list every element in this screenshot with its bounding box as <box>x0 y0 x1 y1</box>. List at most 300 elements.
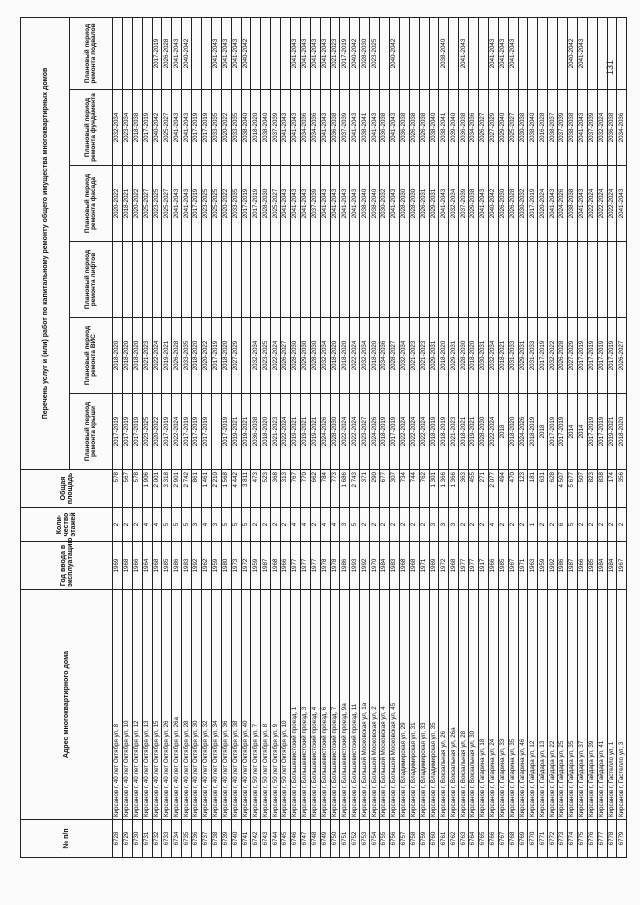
row-year: 1968 <box>449 542 459 590</box>
row-number: 6761 <box>439 820 449 858</box>
row-basement <box>478 17 488 89</box>
row-facade: 2041-2043 <box>548 166 558 242</box>
row-roof: 2018 <box>498 394 508 470</box>
table-row <box>291 17 301 857</box>
row-number: 6748 <box>310 820 320 858</box>
row-number: 6751 <box>340 820 350 858</box>
row-basement <box>617 17 627 89</box>
row-floors: 4 <box>488 508 498 542</box>
row-floors: 3 <box>211 508 221 542</box>
header-address: Адрес многоквартирного дома <box>21 590 113 820</box>
row-foundation: 2037-2039 <box>558 90 568 166</box>
row-foundation: 2036-2038 <box>459 90 469 166</box>
row-basement: 2041-2043 <box>291 17 301 89</box>
row-vis: 2032-2022 <box>548 318 558 394</box>
row-address: Кирсанов г, Гайдара ул, 25 <box>558 590 568 820</box>
row-address: Кирсанов г, Вокзальная ул, 26 <box>439 590 449 820</box>
row-number: 6758 <box>409 820 419 858</box>
row-lifts <box>271 242 281 318</box>
row-number: 6747 <box>300 820 310 858</box>
row-basement: 2023-2025 <box>370 17 380 89</box>
row-address: Кирсанов г, Вокзальная ул, 30 <box>469 590 479 820</box>
row-basement <box>469 17 479 89</box>
row-area: 2 901 <box>172 470 182 508</box>
row-foundation: 2038-2040 <box>261 90 271 166</box>
row-number: 6734 <box>172 820 182 858</box>
row-year: 1978 <box>320 542 330 590</box>
row-foundation: 2020-2022 <box>221 90 231 166</box>
row-vis: 2028-2030 <box>310 318 320 394</box>
row-area: 784 <box>320 470 330 508</box>
row-vis: 2018-2020 <box>192 318 202 394</box>
row-foundation: 2038-2037 <box>548 90 558 166</box>
row-floors: 2 <box>538 508 548 542</box>
row-roof: 2022-2024 <box>409 394 419 470</box>
row-vis: 2026-2028 <box>172 318 182 394</box>
row-year: 1959 <box>211 542 221 590</box>
row-facade: 2017-2019 <box>528 166 538 242</box>
table-row <box>508 17 518 857</box>
row-area: 181 <box>528 470 538 508</box>
row-address: Кирсанов г, Большой Московская ул, 45 <box>389 590 399 820</box>
table-row <box>261 17 271 857</box>
row-area: 470 <box>508 470 518 508</box>
row-address: Кирсанов г, Владимирская ул, 29 <box>399 590 409 820</box>
row-vis: 2018-2020 <box>330 318 340 394</box>
row-lifts <box>587 242 597 318</box>
row-lifts <box>360 242 370 318</box>
row-number: 6773 <box>558 820 568 858</box>
row-roof: 2021-2023 <box>449 394 459 470</box>
table-row <box>439 17 449 857</box>
row-roof: 2018-2021 <box>459 394 469 470</box>
row-roof: 2022-2024 <box>281 394 291 470</box>
row-number: 6744 <box>271 820 281 858</box>
row-floors: 5 <box>162 508 172 542</box>
row-roof: 2019-2021 <box>291 394 301 470</box>
row-basement <box>607 17 617 89</box>
row-lifts <box>162 242 172 318</box>
row-roof: 2019-2021 <box>607 394 617 470</box>
row-floors: 2 <box>459 508 469 542</box>
row-lifts <box>320 242 330 318</box>
row-floors: 2 <box>548 508 558 542</box>
row-area: 290 <box>370 470 380 508</box>
row-year: 1962 <box>202 542 212 590</box>
row-address: Кирсанов г, Гайдара ул, 35 <box>567 590 577 820</box>
row-roof: 2018-2019 <box>528 394 538 470</box>
row-roof: 2017-2019 <box>221 394 231 470</box>
row-foundation: 2017-2019 <box>142 90 152 166</box>
row-area: 1 366 <box>439 470 449 508</box>
row-address: Кирсанов г, 40 лет Октября ул, 28 <box>182 590 192 820</box>
row-area: 1 906 <box>142 470 152 508</box>
row-vis: 2028-2027 <box>389 318 399 394</box>
table-row <box>162 17 172 857</box>
row-number: 6753 <box>360 820 370 858</box>
row-floors: 5 <box>241 508 251 542</box>
table-row <box>449 17 459 857</box>
row-vis: 2018-2020 <box>439 318 449 394</box>
row-address: Кирсанов г, 50 лет Октября ул, 8 <box>261 590 271 820</box>
row-year: 1964 <box>142 542 152 590</box>
row-area: 523 <box>261 470 271 508</box>
row-foundation: 2039-2040 <box>449 90 459 166</box>
row-number: 6771 <box>538 820 548 858</box>
row-foundation: 2041-2043 <box>291 90 301 166</box>
row-year: 1992 <box>360 542 370 590</box>
row-roof: 2017-2019 <box>192 394 202 470</box>
row-basement: 2041-2043 <box>498 17 508 89</box>
capital-repair-table <box>20 17 627 858</box>
row-basement: 2041-2043 <box>231 17 241 89</box>
row-year: 1968 <box>152 542 162 590</box>
row-lifts <box>192 242 202 318</box>
row-foundation: 2038-2040 <box>241 90 251 166</box>
row-lifts <box>122 242 132 318</box>
table-row <box>132 17 142 857</box>
row-floors: 4 <box>142 508 152 542</box>
row-basement <box>271 17 281 89</box>
row-basement: 2041-2043 <box>300 17 310 89</box>
row-facade: 2028-2030 <box>399 166 409 242</box>
row-roof: 2019-2021 <box>241 394 251 470</box>
row-basement: 2017-2019 <box>152 17 162 89</box>
row-vis: 2027-2029 <box>231 318 241 394</box>
row-foundation: 2041-2043 <box>350 90 360 166</box>
row-vis: 2026-2028 <box>558 318 568 394</box>
row-lifts <box>142 242 152 318</box>
row-address: Кирсанов г, Владимирская ул, 31 <box>409 590 419 820</box>
row-address: Кирсанов г, 40 лет Октября ул, 30 <box>192 590 202 820</box>
row-roof: 2017-2019 <box>597 394 607 470</box>
row-year: 1980 <box>221 542 231 590</box>
row-basement: 2028-2030 <box>360 17 370 89</box>
row-lifts <box>310 242 320 318</box>
row-facade: 2038-2040 <box>360 166 370 242</box>
row-facade: 2022-2024 <box>587 166 597 242</box>
row-floors: 3 <box>429 508 439 542</box>
row-basement: 2017-2019 <box>340 17 350 89</box>
row-roof: 2028-2030 <box>330 394 340 470</box>
row-facade: 2025-2027 <box>162 166 172 242</box>
row-area: 677 <box>380 470 390 508</box>
row-number: 6737 <box>202 820 212 858</box>
row-vis: 2028-2030 <box>459 318 469 394</box>
row-vis: 2018-2020 <box>221 318 231 394</box>
row-lifts <box>202 242 212 318</box>
row-number: 6752 <box>350 820 360 858</box>
row-foundation: 2041-2043 <box>281 90 291 166</box>
row-lifts <box>281 242 291 318</box>
row-facade: 2029-2038 <box>469 166 479 242</box>
row-area: 371 <box>360 470 370 508</box>
row-year: 1985 <box>587 542 597 590</box>
row-area: 773 <box>330 470 340 508</box>
row-year: 1971 <box>419 542 429 590</box>
row-roof: 2017-2019 <box>162 394 172 470</box>
row-vis: 2018-2020 <box>340 318 350 394</box>
row-floors: 1 <box>528 508 538 542</box>
row-lifts <box>577 242 587 318</box>
row-basement: 2041-2043 <box>459 17 469 89</box>
row-address: Кирсанов г, Гагарина ул, 33 <box>498 590 508 820</box>
row-floors: 3 <box>340 508 350 542</box>
row-facade: 2030-2032 <box>518 166 528 242</box>
row-year: 1968 <box>271 542 281 590</box>
row-basement <box>597 17 607 89</box>
row-area: 734 <box>399 470 409 508</box>
table-row <box>567 17 577 857</box>
row-number: 6765 <box>478 820 488 858</box>
row-area: 767 <box>291 470 301 508</box>
row-roof: 2021-2023 <box>271 394 281 470</box>
row-lifts <box>518 242 528 318</box>
row-foundation: 2034-2036 <box>617 90 627 166</box>
row-floors: 2 <box>271 508 281 542</box>
rotated-table-content <box>20 18 625 858</box>
row-address: Кирсанов г, Гагарина ул, 18 <box>478 590 488 820</box>
row-vis: 2029-2031 <box>429 318 439 394</box>
row-address: Кирсанов г, 50 лет Октября ул, 9 <box>271 590 281 820</box>
row-area: 356 <box>617 470 627 508</box>
table-row <box>350 17 360 857</box>
table-row <box>251 17 261 857</box>
row-floors: 3 <box>449 508 459 542</box>
row-floors: 2 <box>577 508 587 542</box>
row-foundation: 2037-2039 <box>587 90 597 166</box>
row-area: 762 <box>419 470 429 508</box>
row-number: 6762 <box>449 820 459 858</box>
row-number: 6730 <box>132 820 142 858</box>
row-area: 838 <box>597 470 607 508</box>
row-address: Кирсанов г, Гайдара ул, 41 <box>597 590 607 820</box>
row-basement: 2041-2043 <box>577 17 587 89</box>
row-lifts <box>350 242 360 318</box>
row-facade: 2020-2022 <box>221 166 231 242</box>
row-area: 507 <box>577 470 587 508</box>
row-vis: 2018-2020 <box>132 318 142 394</box>
row-facade: 2025-2027 <box>142 166 152 242</box>
row-facade: 2041-2043 <box>340 166 350 242</box>
row-roof: 2018-2019 <box>380 394 390 470</box>
row-address: Кирсанов г, Гагарина ул, 24 <box>488 590 498 820</box>
row-vis: 2032-2034 <box>399 318 409 394</box>
row-floors: 2 <box>498 508 508 542</box>
table-row <box>597 17 607 857</box>
row-vis: 2017-2019 <box>597 318 607 394</box>
row-foundation: 2034-2036 <box>469 90 479 166</box>
row-roof: 2022-2024 <box>350 394 360 470</box>
row-basement <box>251 17 261 89</box>
row-basement <box>548 17 558 89</box>
row-address: Кирсанов г, Большой Московская ул, 4 <box>380 590 390 820</box>
row-year: 1969 <box>113 542 123 590</box>
row-facade: 2028-2030 <box>261 166 271 242</box>
row-year: 1984 <box>607 542 617 590</box>
row-number: 6728 <box>113 820 123 858</box>
row-foundation: 2041-2043 <box>182 90 192 166</box>
row-vis: 2031-2033 <box>528 318 538 394</box>
row-number: 6749 <box>320 820 330 858</box>
row-facade: 2041-2043 <box>182 166 192 242</box>
row-year: 1987 <box>261 542 271 590</box>
row-roof: 2023-2027 <box>360 394 370 470</box>
row-floors: 5 <box>172 508 182 542</box>
row-facade: 2017-2019 <box>241 166 251 242</box>
row-foundation: 2032-2024 <box>597 90 607 166</box>
row-address: Кирсанов г, Большевистский проезд, 11 <box>350 590 360 820</box>
table-row <box>122 17 132 857</box>
row-year: 1992 <box>192 542 202 590</box>
row-address: Кирсанов г, Гайдара ул, 12 <box>528 590 538 820</box>
row-area: 567 <box>122 470 132 508</box>
table-row <box>380 17 390 857</box>
row-facade: 2017-2019 <box>251 166 261 242</box>
row-address: Кирсанов г, Владимирская ул, 35 <box>429 590 439 820</box>
row-roof: 2022-2024 <box>340 394 350 470</box>
row-basement: 2040-2042 <box>389 17 399 89</box>
row-year: 1973 <box>231 542 241 590</box>
row-roof: 2017-2019 <box>132 394 142 470</box>
row-year: 1983 <box>389 542 399 590</box>
row-facade: 2028-2030 <box>409 166 419 242</box>
row-foundation: 2041-2043 <box>370 90 380 166</box>
table-row <box>192 17 202 857</box>
row-roof: 2022-2024 <box>172 394 182 470</box>
row-number: 6735 <box>182 820 192 858</box>
table-row <box>429 17 439 857</box>
row-vis: 2018-2021 <box>498 318 508 394</box>
row-year: 1984 <box>597 542 607 590</box>
row-lifts <box>182 242 192 318</box>
table-row <box>607 17 617 857</box>
row-area: 744 <box>409 470 419 508</box>
row-lifts <box>113 242 123 318</box>
row-lifts <box>429 242 439 318</box>
row-roof: 2018-2020 <box>617 394 627 470</box>
row-roof: 2024-2026 <box>518 394 528 470</box>
row-facade: 2037-2039 <box>310 166 320 242</box>
row-facade: 2029-2031 <box>429 166 439 242</box>
row-floors: 2 <box>370 508 380 542</box>
row-basement <box>587 17 597 89</box>
row-address: Кирсанов г, Гастелло ул, 3 <box>617 590 627 820</box>
row-foundation: 2023-2034 <box>122 90 132 166</box>
row-year: 1977 <box>459 542 469 590</box>
row-year: 1986 <box>558 542 568 590</box>
row-address: Кирсанов г, 40 лет Октября ул, 36 <box>221 590 231 820</box>
row-vis: 2018-2020 <box>113 318 123 394</box>
row-area: 368 <box>271 470 281 508</box>
row-number: 6756 <box>389 820 399 858</box>
row-roof: 2019-2021 <box>469 394 479 470</box>
row-lifts <box>607 242 617 318</box>
row-area: 2 001 <box>152 470 162 508</box>
row-facade: 2022-2024 <box>607 166 617 242</box>
row-foundation: 2029-2040 <box>498 90 508 166</box>
row-foundation: 2036-2038 <box>607 90 617 166</box>
row-floors: 4 <box>300 508 310 542</box>
row-lifts <box>221 242 231 318</box>
row-facade: 2041-2043 <box>281 166 291 242</box>
row-lifts <box>291 242 301 318</box>
row-area: 1 366 <box>449 470 459 508</box>
row-year: 1972 <box>439 542 449 590</box>
row-year: 1967 <box>617 542 627 590</box>
row-facade: 2020-2022 <box>113 166 123 242</box>
row-lifts <box>399 242 409 318</box>
row-foundation: 2016-2028 <box>538 90 548 166</box>
row-address: Кирсанов г, 40 лет Октября ул, 13 <box>142 590 152 820</box>
row-roof: 2017-2019 <box>548 394 558 470</box>
row-address: Кирсанов г, Большой Московская ул, 1а <box>360 590 370 820</box>
row-facade: 2023-2025 <box>152 166 162 242</box>
row-basement <box>261 17 271 89</box>
row-roof: 2017-2019 <box>587 394 597 470</box>
row-floors: 2 <box>399 508 409 542</box>
row-floors: 2 <box>281 508 291 542</box>
row-floors: 4 <box>330 508 340 542</box>
row-vis: 2021-2023 <box>419 318 429 394</box>
row-floors: 6 <box>558 508 568 542</box>
table-row <box>152 17 162 857</box>
row-basement <box>409 17 419 89</box>
row-lifts <box>528 242 538 318</box>
row-address: Кирсанов г, Владимирская ул, 33 <box>419 590 429 820</box>
row-address: Кирсанов г, Гайдара ул, 37 <box>577 590 587 820</box>
row-roof: 2022-2024 <box>419 394 429 470</box>
row-floors: 5 <box>231 508 241 542</box>
table-row <box>211 17 221 857</box>
row-area: 631 <box>538 470 548 508</box>
header-foundation: Плановый период ремонта фундамента <box>70 90 113 166</box>
row-area: 4 442 <box>231 470 241 508</box>
row-area: 823 <box>587 470 597 508</box>
row-number: 6769 <box>518 820 528 858</box>
row-address: Кирсанов г, Гагарина ул, 35 <box>508 590 518 820</box>
row-area: 313 <box>281 470 291 508</box>
row-basement <box>380 17 390 89</box>
row-address: Кирсанов г, Гагарина ул, 46 <box>518 590 528 820</box>
row-roof: 2018-2019 <box>429 394 439 470</box>
row-year: 1993 <box>350 542 360 590</box>
table-row <box>182 17 192 857</box>
row-vis: 2021-2023 <box>142 318 152 394</box>
row-address: Кирсанов г, Большой Московская ул, 2 <box>370 590 380 820</box>
row-foundation: 2038-2041 <box>360 90 370 166</box>
table-row <box>469 17 479 857</box>
row-floors: 4 <box>320 508 330 542</box>
row-area: 363 <box>459 470 469 508</box>
row-basement <box>538 17 548 89</box>
row-vis: 2021-2023 <box>409 318 419 394</box>
row-year: 1969 <box>429 542 439 590</box>
row-vis: 2017-2019 <box>577 318 587 394</box>
row-basement: 2041-2043 <box>488 17 498 89</box>
row-number: 6774 <box>567 820 577 858</box>
row-roof: 2017-2019 <box>558 394 568 470</box>
row-address: Кирсанов г, 40 лет Октября ул, 34 <box>211 590 221 820</box>
row-basement: 2040-2042 <box>567 17 577 89</box>
row-facade: 2026-2030 <box>498 166 508 242</box>
row-vis: 2019-2021 <box>162 318 172 394</box>
header-year: Год ввода в эксплуатацию <box>21 542 113 590</box>
row-roof: 2018 <box>538 394 548 470</box>
header-works-group: Перечень услуг и (или) работ по капитальному ремонту общего имущества многоквартирных домов <box>21 17 70 469</box>
row-floors: 2 <box>607 508 617 542</box>
row-floors: 5 <box>182 508 192 542</box>
